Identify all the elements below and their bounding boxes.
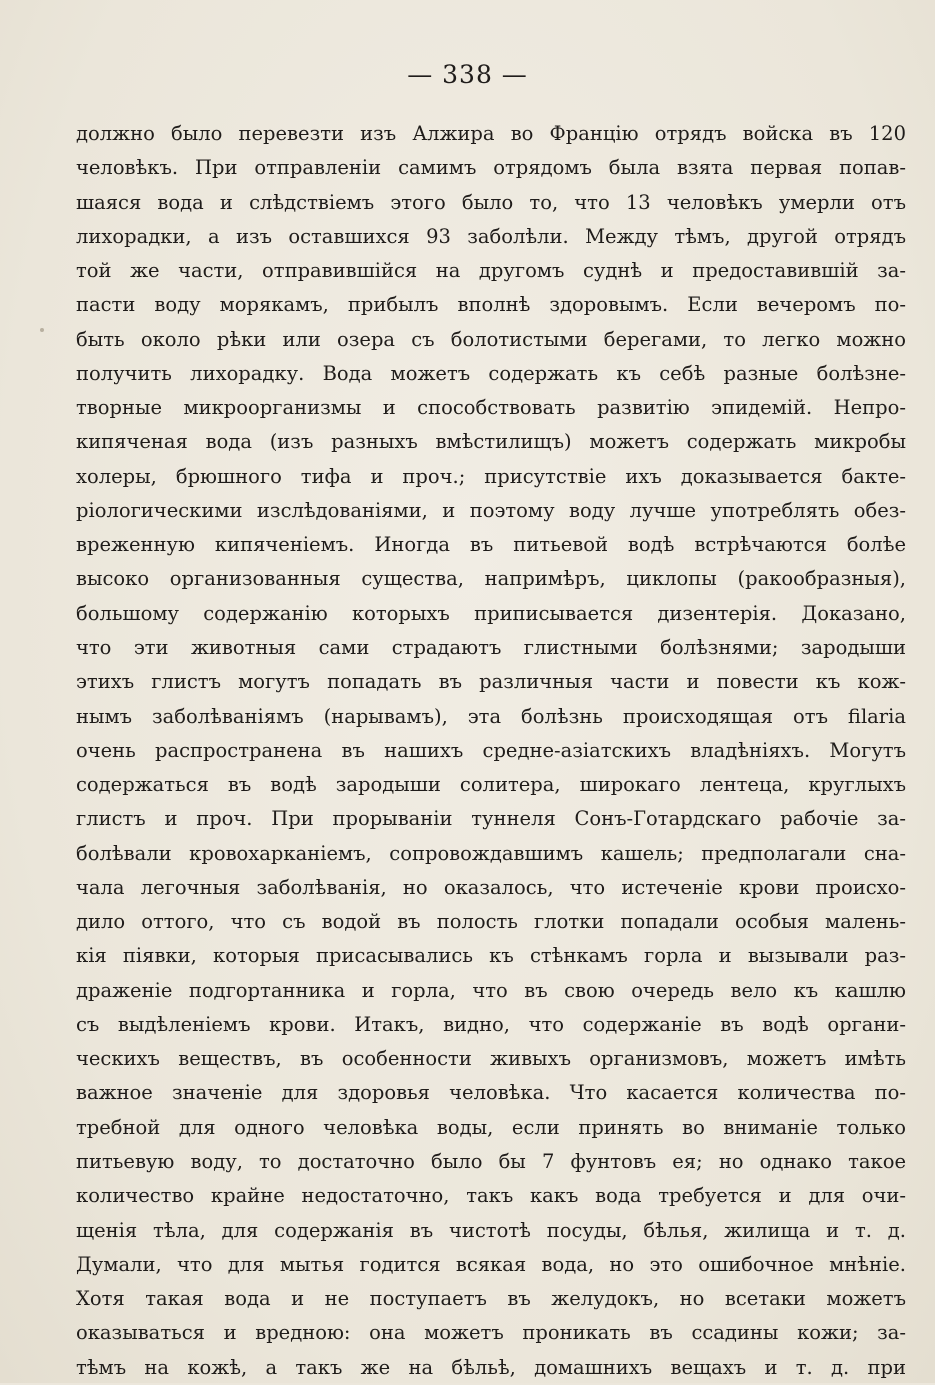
text-line: что эти животныя сами страдаютъ глистными болѣзнями; зародыши [76,635,906,659]
text-line: кипяченая вода (изъ разныхъ вмѣстилищъ) можетъ содержать микробы [76,430,906,454]
page-number: — 338 — [407,60,528,89]
text-line: щенія тѣла, для содержанія въ чистотѣ посуды, бѣлья, жилища и т. д. [76,1218,906,1242]
text-line: нымъ заболѣваніямъ (нарывамъ), эта болѣзнь происходящая отъ filaria [76,704,906,728]
text-line: кія піявки, которыя присасывались къ стѣнкамъ горла и вызывали раз- [76,944,906,968]
text-line: оказываться и вредною: она можетъ проникать въ ссадины кожи; за- [76,1321,906,1345]
text-line: содержаться въ водѣ зародыши солитера, широкаго лентеца, круглыхъ [76,773,906,797]
text-line: глистъ и проч. При прорываніи туннеля Сонъ-Готардскаго рабочіе за- [76,807,906,831]
text-line: большому содержанію которыхъ приписывается дизентерія. Доказано, [76,601,906,625]
text-line: получить лихорадку. Вода можетъ содержать къ себѣ разные болѣзне- [76,361,906,385]
text-line: драженіе подгортанника и горла, что въ свою очередь вело къ кашлю [76,978,906,1002]
text-line: Думали, что для мытья годится всякая вода, но это ошибочное мнѣніе. [76,1252,906,1276]
text-line: шаяся вода и слѣдствіемъ этого было то, что 13 человѣкъ умерли отъ [76,190,906,214]
text-line: быть около рѣки или озера съ болотистыми берегами, то легко можно [76,327,906,351]
text-line: тѣмъ на кожѣ, а такъ же на бѣльѣ, домашнихъ вещахъ и т. д. при [76,1355,906,1379]
text-line: творные микроорганизмы и способствовать развитію эпидемій. Непро- [76,396,906,420]
text-line: чала легочныя заболѣванія, но оказалось, что истеченіе крови происхо- [76,875,906,899]
text-line: высоко организованныя существа, напримѣръ, циклопы (ракообразныя), [76,567,906,591]
text-line: холеры, брюшного тифа и проч.; присутствіе ихъ доказывается бакте- [76,464,906,488]
text-line: вреженную кипяченіемъ. Иногда въ питьевой водѣ встрѣчаются болѣе [76,533,906,557]
text-line: количество крайне недостаточно, такъ какъ вода требуется и для очи- [76,1184,906,1208]
text-line: дило оттого, что съ водой въ полость глотки попадали особыя малень- [76,910,906,934]
text-line: съ выдѣленіемъ крови. Итакъ, видно, что содержаніе въ водѣ органи- [76,1012,906,1036]
text-line: болѣвали кровохарканіемъ, сопровождавшимъ кашель; предполагали сна- [76,841,906,865]
text-line: должно было перевезти изъ Алжира во Францію отрядъ войска въ 120 [76,122,906,145]
margin-speck [40,328,44,332]
text-line: Хотя такая вода и не поступаетъ въ желудокъ, но всетаки можетъ [76,1287,906,1311]
text-line: этихъ глистъ могутъ попадать въ различныя части и повести къ кож- [76,670,906,694]
text-line: требной для одного человѣка воды, если принять во вниманіе только [76,1115,906,1139]
text-line: ческихъ веществъ, въ особенности живыхъ организмовъ, можетъ имѣть [76,1047,906,1071]
text-line: лихорадки, а изъ оставшихся 93 заболѣли. Между тѣмъ, другой отрядъ [76,224,906,248]
text-line: ріологическими изслѣдованіями, и поэтому воду лучше употреблять обез- [76,498,906,522]
text-line: питьевую воду, то достаточно было бы 7 фунтовъ ея; но однако такое [76,1149,906,1173]
text-line: той же части, отправившійся на другомъ суднѣ и предоставившій за- [76,259,906,283]
text-line: человѣкъ. При отправленіи самимъ отрядомъ была взята первая попав- [76,156,906,180]
body-text [76,117,906,1385]
text-line: важное значеніе для здоровья человѣка. Что касается количества по- [76,1081,906,1105]
text-line: очень распространена въ нашихъ средне-азіатскихъ владѣніяхъ. Могутъ [76,738,906,762]
text-line: пасти воду морякамъ, прибылъ вполнѣ здоровымъ. Если вечеромъ по- [76,293,906,317]
